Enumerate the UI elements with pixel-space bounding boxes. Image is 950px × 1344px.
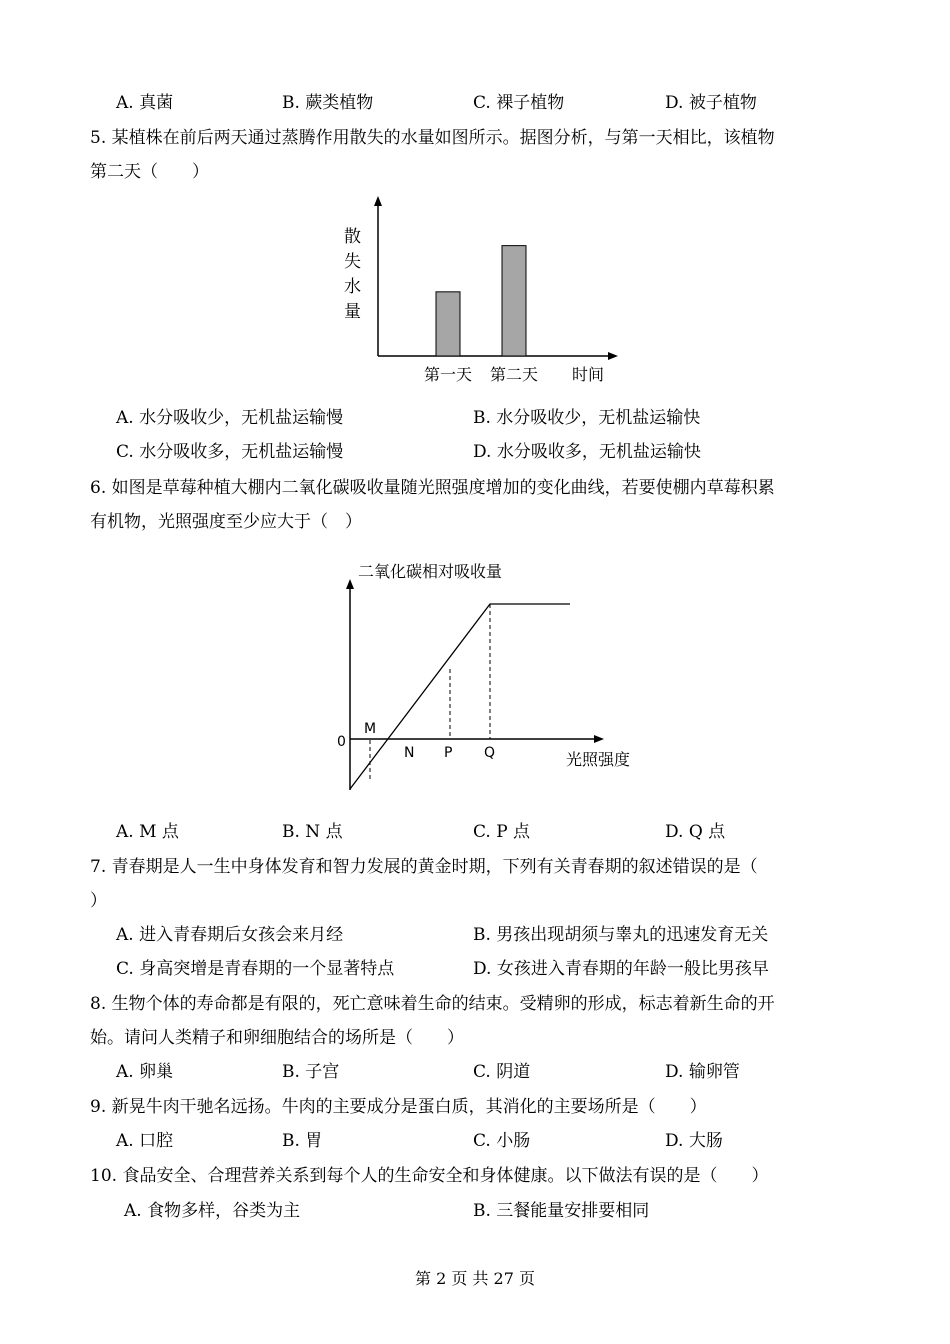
q5-option-c: C. 水分吸收多，无机盐运输慢	[116, 442, 344, 462]
q5-y-label-char: 量	[344, 302, 361, 322]
q5-bar-chart	[330, 190, 630, 390]
q6-chart-title: 二氧化碳相对吸收量	[358, 562, 503, 581]
q5-category-label: 第一天	[423, 365, 473, 384]
q5-option-b: B. 水分吸收少，无机盐运输快	[473, 408, 701, 428]
q6-option-d: D. Q 点	[665, 822, 726, 842]
q6-option-a: A. M 点	[116, 822, 179, 842]
q5-x-axis-label: 时间	[572, 365, 605, 384]
q5-x-arrow	[608, 352, 618, 360]
q8-option-a: A. 卵巢	[116, 1062, 174, 1082]
q5-option-d: D. 水分吸收多，无机盐运输快	[473, 442, 701, 462]
q9-option-b: B. 胃	[282, 1131, 323, 1151]
q8-option-b: B. 子宫	[282, 1062, 340, 1082]
q5-y-arrow	[374, 196, 382, 206]
q6-point-label: Q	[484, 745, 496, 761]
q5-y-label-char: 水	[344, 277, 361, 297]
q5-option-a: A. 水分吸收少，无机盐运输慢	[116, 408, 344, 428]
q9-option-a: A. 口腔	[116, 1131, 174, 1151]
q5-category-label: 第二天	[489, 365, 539, 384]
q10-option-b: B. 三餐能量安排要相同	[473, 1201, 650, 1221]
q6-origin-label: 0	[337, 734, 346, 750]
q5-bar	[502, 246, 526, 356]
q6-stem-line2: 有机物，光照强度至少应大于（ ）	[90, 512, 362, 532]
q6-x-arrow	[594, 735, 604, 743]
q5-stem-line1: 5. 某植株在前后两天通过蒸腾作用散失的水量如图所示。据图分析，与第一天相比，该植物	[90, 128, 775, 148]
q6-x-axis-label: 光照强度	[566, 750, 631, 769]
q6-point-label: M	[363, 721, 377, 737]
q5-y-axis-label	[344, 227, 361, 322]
q8-option-d: D. 输卵管	[665, 1062, 740, 1082]
q4-option-a: A. 真菌	[116, 93, 174, 113]
q6-option-b: B. N 点	[282, 822, 343, 842]
q5-y-label-char: 散	[344, 227, 361, 247]
q10-stem-line1: 10. 食品安全、合理营养关系到每个人的生命安全和身体健康。以下做法有误的是（ ）	[90, 1166, 769, 1186]
q6-option-c: C. P 点	[473, 822, 531, 842]
q6-y-arrow	[346, 579, 354, 589]
q7-option-a: A. 进入青春期后女孩会来月经	[116, 925, 344, 945]
q9-stem-line1: 9. 新晃牛肉干驰名远扬。牛肉的主要成分是蛋白质，其消化的主要场所是（ ）	[90, 1097, 707, 1117]
q5-bar	[436, 292, 460, 356]
q5-y-label-char: 失	[344, 252, 361, 272]
q8-stem-line2: 始。请问人类精子和卵细胞结合的场所是（ ）	[90, 1028, 464, 1048]
q9-option-d: D. 大肠	[665, 1131, 723, 1151]
q6-stem-line1: 6. 如图是草莓种植大棚内二氧化碳吸收量随光照强度增加的变化曲线，若要使棚内草莓积累	[90, 478, 775, 498]
q6-point-label: N	[404, 745, 415, 761]
q6-line-chart	[330, 555, 650, 805]
q6-point-label: P	[444, 745, 453, 761]
page-footer: 第 2 页 共 27 页	[415, 1269, 535, 1288]
q7-stem-line1: 7. 青春期是人一生中身体发育和智力发展的黄金时期，下列有关青春期的叙述错误的是（	[90, 857, 758, 877]
q4-option-c: C. 裸子植物	[473, 93, 565, 113]
q6-curve	[350, 604, 570, 789]
q5-stem-line2: 第二天（ ）	[90, 162, 209, 182]
q8-option-c: C. 阴道	[473, 1062, 531, 1082]
q7-option-c: C. 身高突增是青春期的一个显著特点	[116, 959, 395, 979]
q8-stem-line1: 8. 生物个体的寿命都是有限的，死亡意味着生命的结束。受精卵的形成，标志着新生命的开	[90, 994, 775, 1014]
q4-option-b: B. 蕨类植物	[282, 93, 374, 113]
q7-option-b: B. 男孩出现胡须与睾丸的迅速发育无关	[473, 925, 769, 945]
q10-option-a: A. 食物多样，谷类为主	[124, 1201, 301, 1221]
q4-option-d: D. 被子植物	[665, 93, 757, 113]
q9-option-c: C. 小肠	[473, 1131, 531, 1151]
q7-option-d: D. 女孩进入青春期的年龄一般比男孩早	[473, 959, 769, 979]
q7-stem-line2: ）	[90, 891, 107, 911]
